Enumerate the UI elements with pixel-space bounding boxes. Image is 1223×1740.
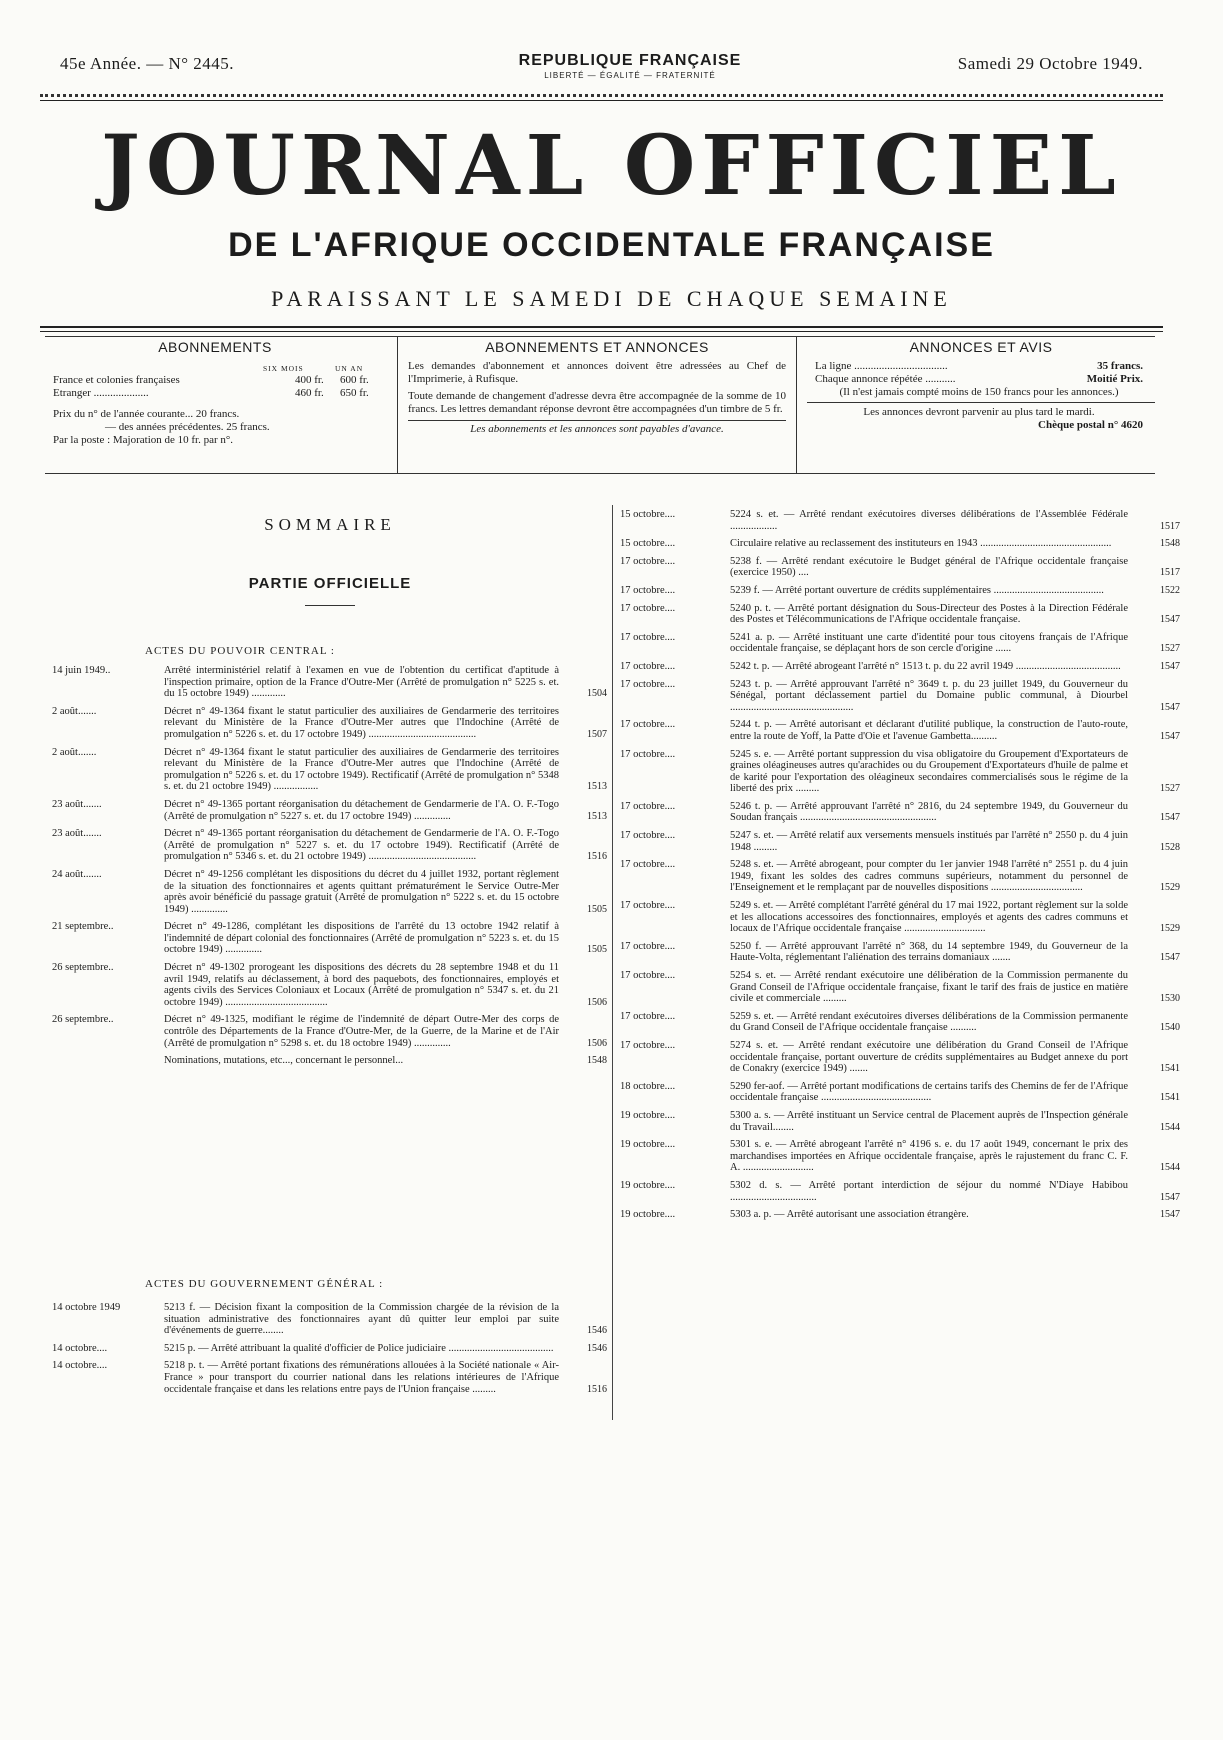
- sommaire-entry: [620, 1011, 1180, 1034]
- sommaire-entry: [52, 799, 607, 822]
- sommaire-entry: [52, 1055, 607, 1067]
- sommaire-title: SOMMAIRE: [264, 515, 396, 534]
- sommaire-entry: [620, 632, 1180, 655]
- left-entries-1: [52, 665, 607, 1073]
- entry-date: 14 octobre....: [52, 1360, 108, 1372]
- entry-date: 26 septembre..: [52, 962, 114, 974]
- entry-date: 14 juin 1949..: [52, 665, 111, 676]
- entry-page: 1547: [1160, 660, 1180, 672]
- masthead-top: [60, 52, 1163, 80]
- prix-line: [45, 421, 385, 434]
- sommaire-entry: [620, 719, 1180, 742]
- sommaire-entry: [620, 1180, 1180, 1203]
- entry-date: 17 octobre....: [620, 859, 676, 871]
- entry-text: 5246 t. p. — Arrêté approuvant l'arrêté n° 2816, du 24 septembre 1949, du Gouverneur du Soudan français ....................................................: [730, 800, 1128, 824]
- sommaire-entry: [620, 1139, 1180, 1174]
- journal-tagline: PARAISSANT LE SAMEDI DE CHAQUE SEMAINE: [271, 286, 952, 311]
- sommaire-entry: [620, 801, 1180, 824]
- sommaire-entry: [52, 921, 607, 956]
- republic-name: REPUBLIQUE FRANÇAISE: [518, 52, 742, 69]
- entry-page: 1527: [1160, 643, 1180, 655]
- entry-text: 5244 t. p. — Arrêté autorisant et déclarant d'utilité publique, la construction de l'auto-route, entre la route de Yoff, la Patte d'Oie et l'avenue Gambetta..........: [730, 719, 1128, 742]
- abonnements-annonces-p2: Toute demande de changement d'adresse devra être accompagnée de la somme de 10 francs. Les lettres demandant réponse devront être accompagnées d'un timbre de 5 fr.: [408, 390, 786, 415]
- entry-date: 19 octobre....: [620, 1179, 676, 1191]
- abonnements-annonces-note: Les abonnements et les annonces sont payables d'avance.: [408, 420, 786, 436]
- entry-page: 1547: [1160, 1209, 1180, 1221]
- entry-text: 5290 fer-aof. — Arrêté portant modifications de certains tarifs des Chemins de fer de l'Afrique occidentale française ..........................................: [730, 1080, 1128, 1104]
- entry-page: 1547: [1160, 952, 1180, 964]
- entry-date: 2 août.......: [52, 705, 97, 717]
- sommaire-entry: [52, 665, 607, 700]
- entry-text: 5249 s. et. — Arrêté complétant l'arrêté général du 17 mai 1922, portant règlement sur la solde et les allocations accessoires des fonctionnaires, employés et agents des cadres communs et locaux de l'Afrique occidentale française ...............................: [730, 900, 1128, 935]
- annonces-note: (Il n'est jamais compté moins de 150 francs pour les annonces.): [839, 386, 1119, 398]
- entry-page: 1529: [1160, 923, 1180, 935]
- issue-date: Samedi 29 Octobre 1949.: [957, 54, 1143, 73]
- entry-text: Décret n° 49-1365 portant réorganisation du détachement de Gendarmerie de l'A. O. F.-Togo (Arrêté de promulgation n° 5227 s. et. du 17 octobre 1949). Rectificatif (Arrêté de promulgation n° 5346 s. et. du 21 octobre 1949) .........................................: [164, 828, 559, 863]
- annonces-avis-column: [807, 337, 1155, 473]
- column-divider: [612, 505, 613, 1420]
- sommaire-entry: [620, 1081, 1180, 1104]
- abonnements-annonces-heading: ABONNEMENTS ET ANNONCES: [485, 339, 709, 355]
- entry-text: 5247 s. et. — Arrêté relatif aux versements mensuels institués par l'arrêté n° 2550 p. du 4 juin 1948 .........: [730, 830, 1128, 853]
- abonnements-columns-header: [45, 360, 385, 374]
- entry-date: 18 octobre....: [620, 1080, 676, 1092]
- entry-text: 5303 a. p. — Arrêté autorisant une association étrangère.: [730, 1209, 969, 1221]
- abonnements-annonces-p1: Les demandes d'abonnement et annonces doivent être adressées au Chef de l'Imprimerie, à Rufisque.: [408, 360, 786, 385]
- tarif-ligne-label: La ligne ..................................: [815, 360, 948, 372]
- entry-date: 17 octobre....: [620, 830, 676, 842]
- abonnements-annonces-column: [397, 337, 797, 473]
- heading-dash: [305, 605, 355, 606]
- entry-page: 1513: [587, 810, 607, 822]
- entry-date: 17 octobre....: [620, 940, 676, 952]
- issue-number: 45e Année. — N° 2445.: [60, 54, 235, 73]
- entry-text: Décret n° 49-1286, complétant les dispositions de l'arrêté du 13 octobre 1942 relatif à l'indemnité de départ colonial des fonctionnaires (Arrêté de promulgation n° 5223 s. et. du 15 octobre 1949) ..............: [164, 921, 559, 956]
- entry-date: 17 octobre....: [620, 660, 676, 672]
- entry-date: 23 août.......: [52, 798, 102, 810]
- entry-page: 1541: [1160, 1063, 1180, 1075]
- info-box: [45, 336, 1155, 474]
- entry-date: 24 août.......: [52, 868, 102, 880]
- sommaire-entry: [620, 830, 1180, 853]
- entry-page: 1522: [1160, 584, 1180, 596]
- entry-text: 5215 p. — Arrêté attribuant la qualité d'officier de Police judiciaire ........................................: [164, 1342, 554, 1354]
- sommaire-entry: [620, 900, 1180, 935]
- entry-page: 1505: [587, 903, 607, 915]
- entry-text: 5302 d. s. — Arrêté portant interdiction de séjour du nommé N'Diaye Habibou .................................: [730, 1179, 1128, 1203]
- entry-text: 5274 s. et. — Arrêté rendant exécutoire une délibération du Grand Conseil de l'Afrique occidentale française, portant ouverture de crédits supplémentaires au Budget annexe du port de Conakry (exercice 1949) .......: [730, 1039, 1128, 1075]
- entry-text: 5218 p. t. — Arrêté portant fixations des rémunérations allouées à la Société nationale « Air-France » pour transport du courrier national dans les relations intérieures de l'Afrique occidentale française et dans les relations entre pays de l'Union française .........: [164, 1360, 559, 1395]
- entry-text: 5254 s. et. — Arrêté rendant exécutoire une délibération de la Commission permanente du Grand Conseil de l'Afrique occidentale française, fixant le tarif des frais de justice en matière civile et commerciale .........: [730, 970, 1128, 1005]
- sommaire-entry: [52, 1302, 607, 1337]
- entry-text: Décret n° 49-1364 fixant le statut particulier des auxiliaires de Gendarmerie des territoires relevant du Ministère de la France d'Outre-Mer autres que l'Indochine (Arrêté de promulgation n° 5226 s. et. du 17 octobre 1949). Rectificatif (Arrêté de promulgation n° 5348 s. et. du 21 octobre 1949) .................: [164, 746, 559, 793]
- entry-page: 1547: [1160, 730, 1180, 742]
- entry-page: 1547: [1160, 812, 1180, 824]
- tarif-label: Etranger ....................: [53, 387, 149, 399]
- partie-officielle-heading: PARTIE OFFICIELLE: [248, 575, 412, 592]
- sommaire-entry: [620, 585, 1180, 597]
- six-mois-label: SIX MOIS: [263, 364, 304, 373]
- republic-block: [480, 52, 780, 80]
- journal-title: JOURNAL OFFICIEL: [101, 118, 1122, 214]
- sommaire-entry: [620, 556, 1180, 579]
- entry-date: 19 octobre....: [620, 1109, 676, 1121]
- annonces-delai: Les annonces devront parvenir au plus tard le mardi.: [863, 406, 1095, 418]
- entry-page: 1546: [587, 1325, 607, 1337]
- entry-page: 1516: [587, 1383, 607, 1395]
- entry-date: 14 octobre 1949: [52, 1302, 121, 1313]
- entry-page: 1544: [1160, 1162, 1180, 1174]
- entry-page: 1540: [1160, 1022, 1180, 1034]
- entry-text: 5239 f. — Arrêté portant ouverture de crédits supplémentaires ..........................................: [730, 584, 1104, 596]
- entry-date: 17 octobre....: [620, 602, 676, 614]
- abonnements-heading: ABONNEMENTS: [158, 339, 272, 355]
- entry-text: Décret n° 49-1256 complétant les dispositions du décret du 4 juillet 1932, portant règlement de la situation des fonctionnaires et agents quittant prématurément le Service Outre-Mer après avoir bénéficié du passage gratuit (Arrêté de promulgation n° 5222 s. et. du 15 octobre 1949) ..............: [164, 868, 559, 915]
- entry-text: 5224 s. et. — Arrêté rendant exécutoires diverses délibérations de l'Assemblée Fédérale ..................: [730, 509, 1128, 532]
- tarif-row: [45, 374, 385, 387]
- entry-date: 17 octobre....: [620, 719, 676, 731]
- top-rule: [40, 100, 1163, 101]
- entry-text: 5300 a. s. — Arrêté instituant un Service central de Placement auprès de l'Inspection générale du Travail........: [730, 1109, 1128, 1133]
- tarif-six: 460 fr.: [295, 387, 324, 399]
- entry-date: 15 octobre....: [620, 538, 676, 550]
- entry-text: 5243 t. p. — Arrêté approuvant l'arrêté n° 3649 t. p. du 23 juillet 1949, du Gouverneur du Sénégal, portant déclassement partiel du Domaine public communal, à Diourbel ...............................................: [730, 678, 1128, 713]
- entry-date: 17 octobre....: [620, 555, 676, 567]
- entry-text: Décret n° 49-1365 portant réorganisation du détachement de Gendarmerie de l'A. O. F.-Togo (Arrêté de promulgation n° 5227 s. et. du 17 octobre 1949) ..............: [164, 798, 559, 822]
- entry-page: 1547: [1160, 1191, 1180, 1203]
- entry-date: 17 octobre....: [620, 1010, 676, 1022]
- entry-text: 5242 t. p. — Arrêté abrogeant l'arrêté n° 1513 t. p. du 22 avril 1949 ........................................: [730, 660, 1121, 672]
- entry-date: 17 octobre....: [620, 1039, 676, 1051]
- tarif-ligne-value: 35 francs.: [1097, 360, 1143, 372]
- entry-page: 1544: [1160, 1121, 1180, 1133]
- sommaire-entry: [52, 1343, 607, 1355]
- entry-page: 1504: [587, 688, 607, 700]
- entry-text: 5213 f. — Décision fixant la composition de la Commission chargée de la révision de la situation administrative des fonctionnaires ayant dû quitter leur emploi par suite d'événements de guerre........: [164, 1302, 559, 1337]
- entry-date: 21 septembre..: [52, 921, 114, 933]
- sommaire-entry: [620, 1209, 1180, 1221]
- entry-date: 17 octobre....: [620, 748, 676, 760]
- entry-text: 5240 p. t. — Arrêté portant désignation du Sous-Directeur des Postes à la Direction Fédérale des Postes et Télécommunications de l'Afrique occidentale française.: [730, 602, 1128, 626]
- tarif-an: 650 fr.: [340, 387, 369, 399]
- entry-page: 1527: [1160, 783, 1180, 795]
- sommaire-entry: [620, 538, 1180, 550]
- section-gouvernement-general: ACTES DU GOUVERNEMENT GÉNÉRAL :: [145, 1278, 384, 1290]
- cheque-postal: Chèque postal n° 4620: [1038, 419, 1143, 431]
- entry-date: 17 octobre....: [620, 800, 676, 812]
- right-entries: [620, 509, 1180, 1227]
- sommaire-entry: [620, 661, 1180, 673]
- entry-page: 1516: [587, 851, 607, 863]
- entry-text: 5238 f. — Arrêté rendant exécutoire le Budget général de l'Afrique occidentale française (exercice 1950) ....: [730, 555, 1128, 579]
- entry-page: 1513: [587, 781, 607, 793]
- tarif-repetee-label: Chaque annonce répétée ...........: [815, 373, 956, 385]
- title-rule-thin: [40, 331, 1163, 332]
- entry-date: 17 octobre....: [620, 970, 676, 981]
- prix-text: — des années précédentes. 25 francs.: [105, 421, 270, 433]
- entry-text: 5301 s. e. — Arrêté abrogeant l'arrêté n° 4196 s. e. du 17 août 1949, concernant le prix des marchandises importées en Afrique occidentale française, après le rajustement du franc C. F. A. ...........................: [730, 1139, 1128, 1174]
- entry-page: 1530: [1160, 993, 1180, 1005]
- annonces-avis-heading: ANNONCES ET AVIS: [909, 339, 1053, 355]
- entry-text: 5248 s. et. — Arrêté abrogeant, pour compter du 1er janvier 1948 l'arrêté n° 2551 p. du 4 juin 1949, fixant les soldes des cadres communs supérieurs, notamment du personnel de l'Enseignement et le remplaçant par de nouvelles dispositions ...................................: [730, 859, 1128, 894]
- entry-date: 23 août.......: [52, 828, 102, 840]
- entry-date: 15 octobre....: [620, 509, 676, 520]
- sommaire-entry: [52, 962, 607, 1008]
- sommaire-entry: [52, 706, 607, 741]
- entry-text: Arrêté interministériel relatif à l'examen en vue de l'obtention du certificat d'aptitude à l'inspection primaire, option de la France d'Outre-Mer (Arrêté de promulgation n° 5225 s. et. du 15 octobre 1949) .............: [164, 665, 559, 700]
- entry-page: 1548: [587, 1055, 607, 1067]
- entry-date: 14 octobre....: [52, 1342, 108, 1354]
- entry-page: 1517: [1160, 520, 1180, 532]
- dotted-rule: [40, 94, 1163, 97]
- tarif-label: France et colonies françaises: [53, 374, 180, 386]
- tarif-an: 600 fr.: [340, 374, 369, 386]
- entry-page: 1547: [1160, 614, 1180, 626]
- tarif-ligne: [807, 360, 1155, 373]
- republic-motto: LIBERTÉ — ÉGALITÉ — FRATERNITÉ: [544, 71, 716, 80]
- entry-text: Circulaire relative au reclassement des instituteurs en 1943 ..................................................: [730, 538, 1112, 550]
- entry-date: 17 octobre....: [620, 900, 676, 912]
- entry-text: Nominations, mutations, etc..., concernant le personnel...: [164, 1055, 404, 1067]
- left-entries-2: [52, 1302, 607, 1401]
- tarif-repetee-value: Moitié Prix.: [1086, 373, 1143, 385]
- entry-page: 1547: [1160, 701, 1180, 713]
- entry-text: Décret n° 49-1302 prorogeant les dispositions des décrets du 28 septembre 1948 et du 11 avril 1949, relatifs au déclassement, à bord des paquebots, des fonctionnaires, employés et agents civils des Services Coloniaux et Locaux (Arrêté de promulgation n° 5347 s. et. du 21 octobre 1949) .......................................: [164, 962, 559, 1008]
- prix-line: [45, 434, 385, 447]
- entry-text: 5259 s. et. — Arrêté rendant exécutoires diverses délibérations de la Commission permanente du Grand Conseil de l'Afrique occidentale française ..........: [730, 1010, 1128, 1034]
- entry-page: 1506: [587, 996, 607, 1008]
- title-rule: [40, 326, 1163, 328]
- entry-text: Décret n° 49-1364 fixant le statut particulier des auxiliaires de Gendarmerie des territoires relevant du Ministère de la France d'Outre-Mer autres que l'Indochine (Arrêté de promulgation n° 5226 s. et. du 17 octobre 1949) .........................................: [164, 705, 559, 740]
- entry-date: 19 octobre....: [620, 1209, 676, 1221]
- prix-line: [45, 408, 385, 421]
- entry-page: 1541: [1160, 1092, 1180, 1104]
- sommaire-entry: [52, 1014, 607, 1049]
- sommaire-entry: [52, 869, 607, 915]
- sommaire-entry: [620, 509, 1180, 532]
- sommaire-entry: [620, 970, 1180, 1005]
- sommaire-entry: [52, 747, 607, 793]
- entry-text: Décret n° 49-1325, modifiant le régime de l'indemnité de départ Outre-Mer des corps de contrôle des Départements de la France d'Outre-Mer, de la Guerre, de la Marine et de l'Air (Arrêté de promulgation n° 5298 s. et. du 18 octobre 1949) ..............: [164, 1014, 559, 1049]
- sommaire-entry: [52, 1360, 607, 1395]
- sommaire-entry: [620, 941, 1180, 964]
- tarif-six: 400 fr.: [295, 374, 324, 386]
- entry-date: 17 octobre....: [620, 631, 676, 643]
- entry-page: 1506: [587, 1037, 607, 1049]
- sommaire-entry: [620, 603, 1180, 626]
- entry-page: 1548: [1160, 538, 1180, 550]
- sommaire-entry: [620, 749, 1180, 795]
- entry-page: 1517: [1160, 567, 1180, 579]
- tarif-row: [45, 387, 385, 400]
- entry-page: 1528: [1160, 841, 1180, 853]
- entry-text: 5241 a. p. — Arrêté instituant une carte d'identité pour tous citoyens français de l'Afrique occidentale française, se déplaçant hors de son cercle d'origine ......: [730, 631, 1128, 655]
- sommaire-entry: [620, 1110, 1180, 1133]
- entry-text: 5245 s. e. — Arrêté portant suppression du visa obligatoire du Groupement d'Exportateurs de graines oléagineuses autres qu'arachides ou du Groupement d'Exportateurs d'huile de palme et de karité pour l'exportation des oléagineux secondaires commercialisés sous le régime de la liberté des prix .........: [730, 748, 1128, 795]
- prix-text: Par la poste : Majoration de 10 fr. par n°.: [53, 434, 234, 446]
- sommaire-entry: [620, 679, 1180, 714]
- section-pouvoir-central: ACTES DU POUVOIR CENTRAL :: [145, 645, 335, 657]
- entry-date: 17 octobre....: [620, 584, 676, 596]
- entry-date: 17 octobre....: [620, 678, 676, 690]
- un-an-label: UN AN: [335, 364, 364, 373]
- sommaire-entry: [620, 1040, 1180, 1075]
- sommaire-entry: [52, 828, 607, 863]
- entry-text: 5250 f. — Arrêté approuvant l'arrêté n° 368, du 14 septembre 1949, du Gouverneur de la Haute-Volta, réglementant l'aliénation des terrains domaniaux .......: [730, 940, 1128, 964]
- entry-page: 1505: [587, 944, 607, 956]
- tarif-repetee: [807, 373, 1155, 386]
- entry-page: 1507: [587, 728, 607, 740]
- abonnements-column: [45, 337, 385, 473]
- journal-subtitle: DE L'AFRIQUE OCCIDENTALE FRANÇAISE: [228, 226, 995, 264]
- entry-page: 1546: [587, 1342, 607, 1354]
- prix-text: Prix du n° de l'année courante... 20 francs.: [53, 408, 240, 420]
- entry-date: 19 octobre....: [620, 1139, 676, 1151]
- sommaire-entry: [620, 859, 1180, 894]
- entry-date: 2 août.......: [52, 746, 97, 758]
- entry-page: 1529: [1160, 882, 1180, 894]
- entry-date: 26 septembre..: [52, 1014, 114, 1026]
